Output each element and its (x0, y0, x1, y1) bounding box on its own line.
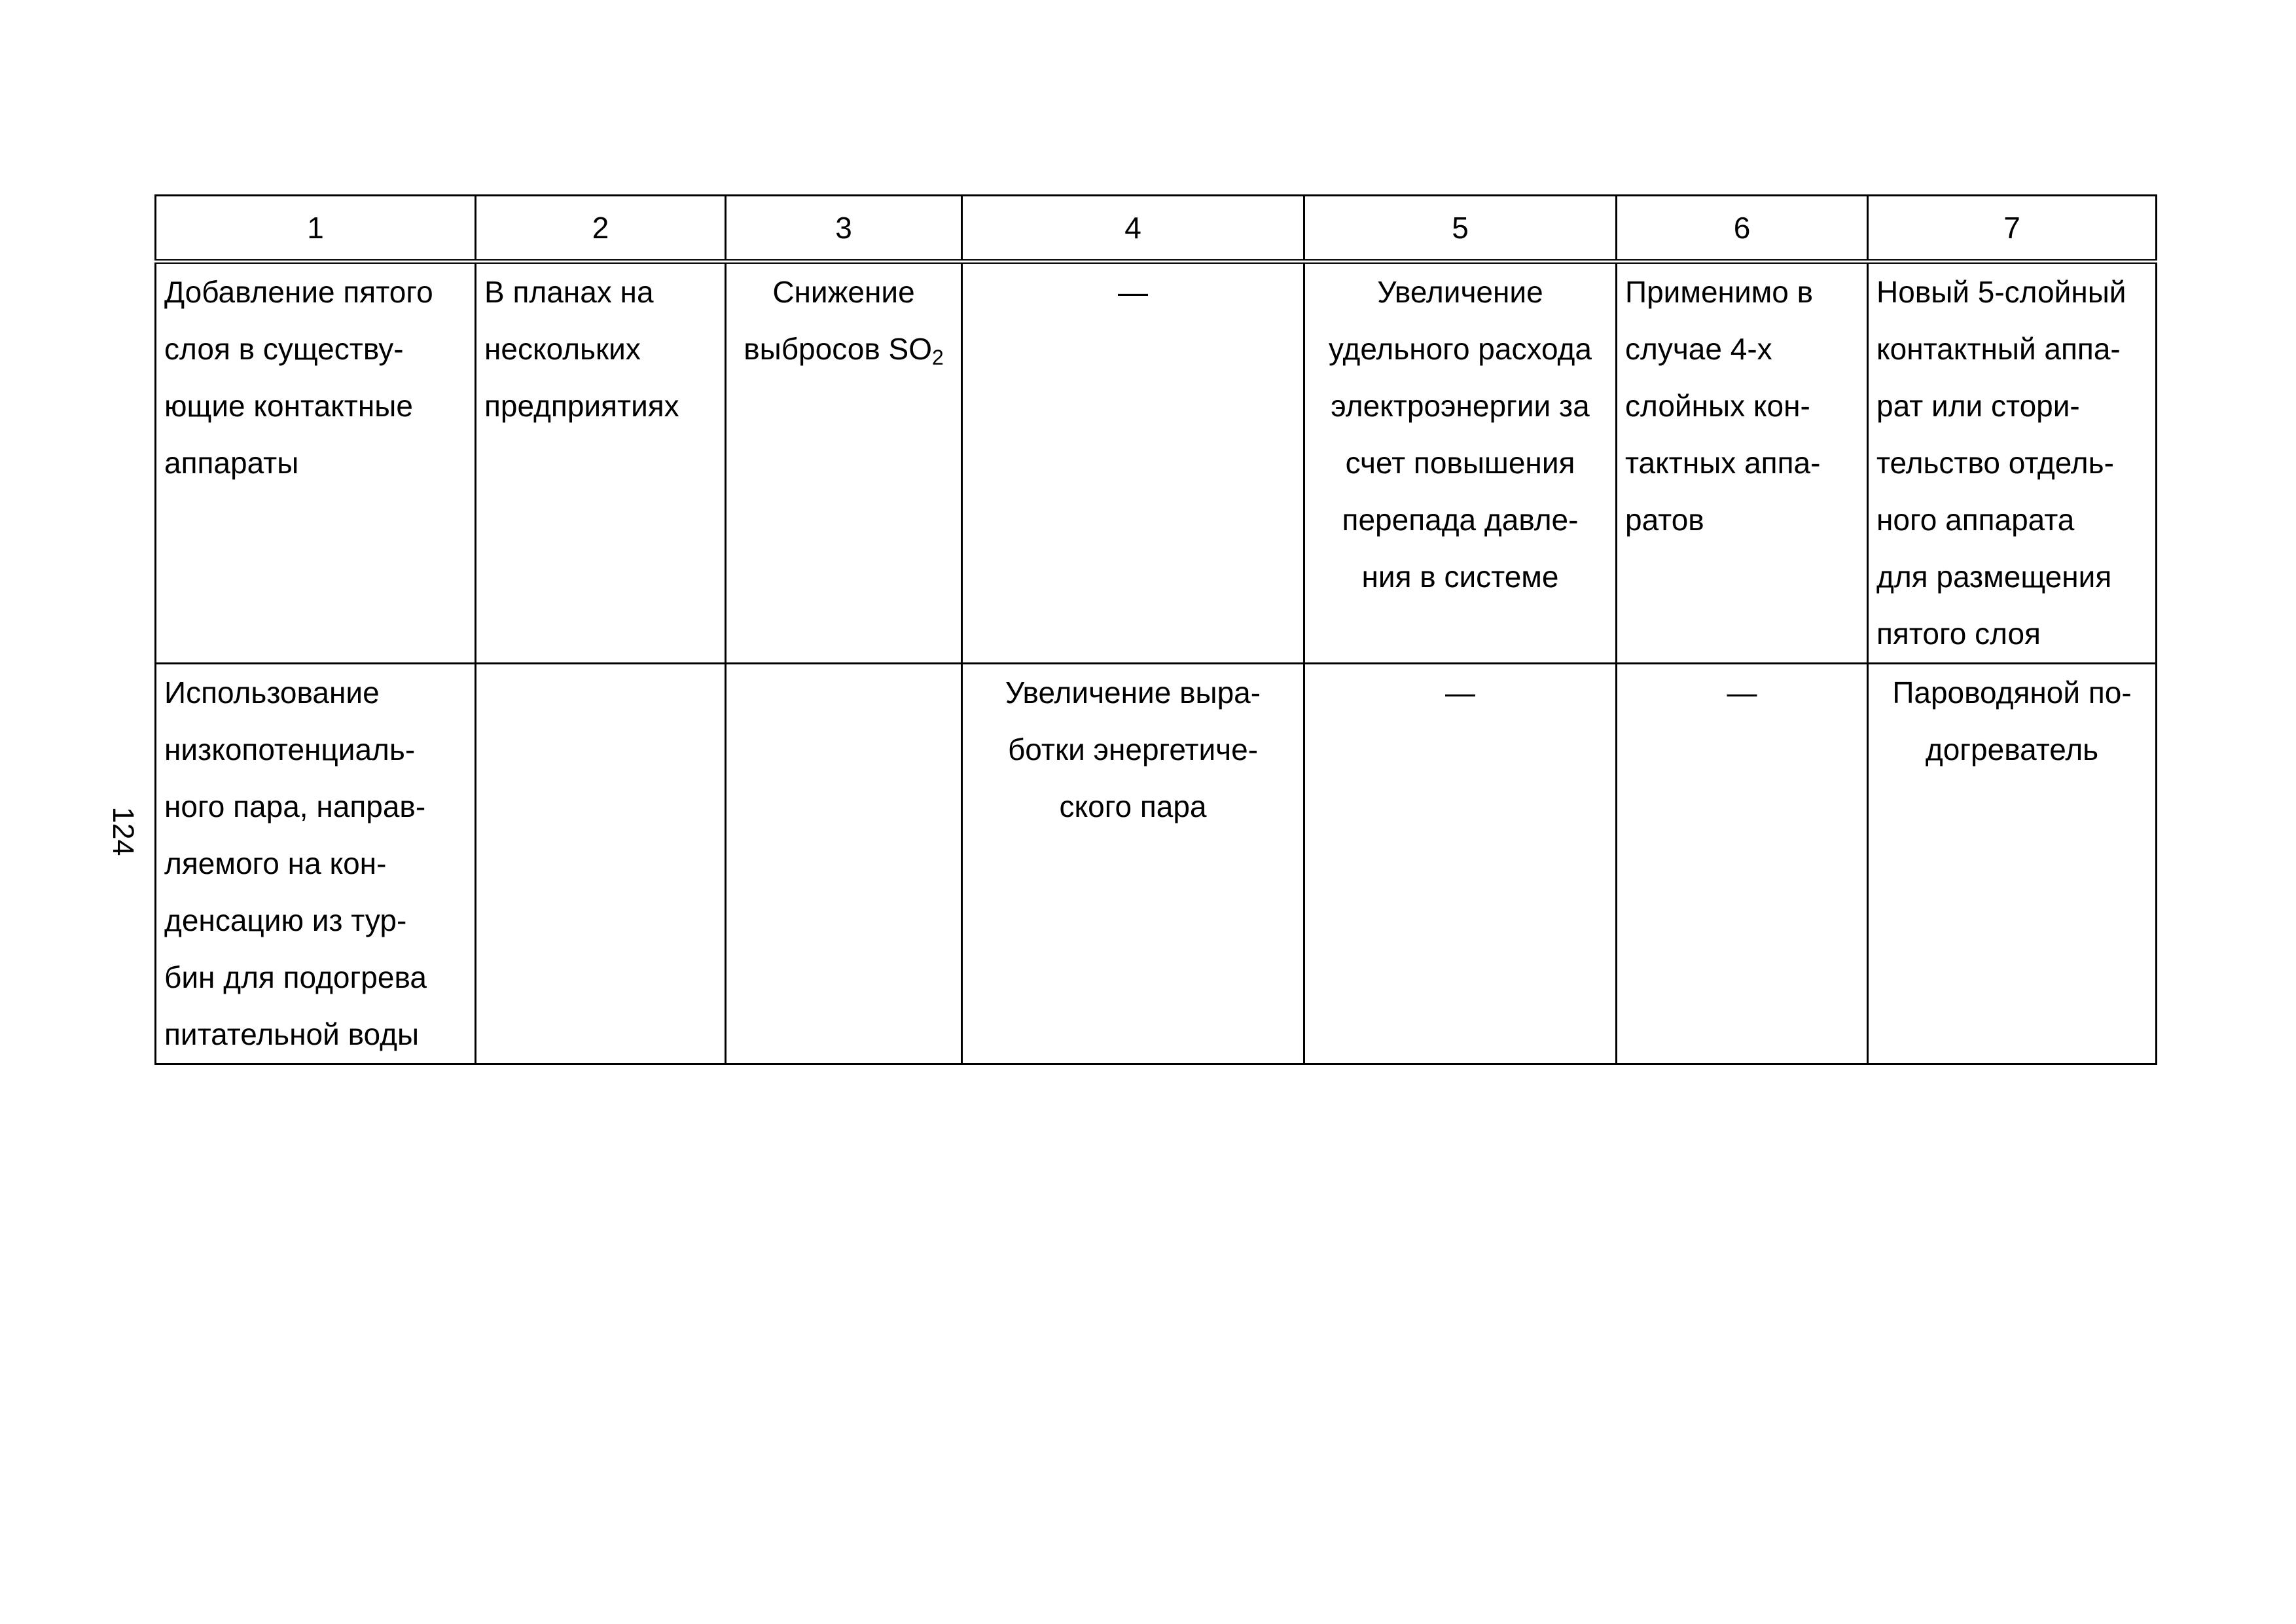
table-cell: Пароводяной по- догреватель (1868, 664, 2157, 1064)
table-cell: Увеличение удельного расхода электроэнергии за счет повышения перепада давле- ния в системе (1304, 262, 1617, 664)
table-cell (476, 664, 726, 1064)
column-header-7: 7 (1868, 196, 2157, 262)
column-header-4: 4 (962, 196, 1304, 262)
column-header-1: 1 (156, 196, 476, 262)
subscript: 2 (932, 346, 944, 369)
data-table (154, 194, 2157, 1065)
column-header-5: 5 (1304, 196, 1617, 262)
table-cell: — (962, 262, 1304, 664)
table-header-row (156, 196, 2157, 262)
table-row (156, 664, 2157, 1064)
table-cell (726, 664, 962, 1064)
table-cell: Новый 5-слойный контактный аппа- рат или стори- тельство отдель- ного аппарата для размещения пятого слоя (1868, 262, 2157, 664)
cell-text: Снижение выбросов SO (744, 275, 932, 366)
column-header-6: 6 (1617, 196, 1868, 262)
table-cell: — (1617, 664, 1868, 1064)
table-cell: Использование низкопотенциаль- ного пара, направ- ляемого на кон- денсацию из тур- бин для подогрева питательной воды (156, 664, 476, 1064)
table-cell: В планах на нескольких предприятиях (476, 262, 726, 664)
page-number: 124 (107, 806, 140, 856)
table-cell: Применимо в случае 4-х слойных кон- тактных аппа- ратов (1617, 262, 1868, 664)
table-cell: Добавление пятого слоя в существу- ющие контактные аппараты (156, 262, 476, 664)
table-cell (726, 262, 962, 664)
table-cell: Увеличение выра- ботки энергетиче- ского пара (962, 664, 1304, 1064)
table-cell: — (1304, 664, 1617, 1064)
table-row (156, 262, 2157, 664)
column-header-3: 3 (726, 196, 962, 262)
column-header-2: 2 (476, 196, 726, 262)
